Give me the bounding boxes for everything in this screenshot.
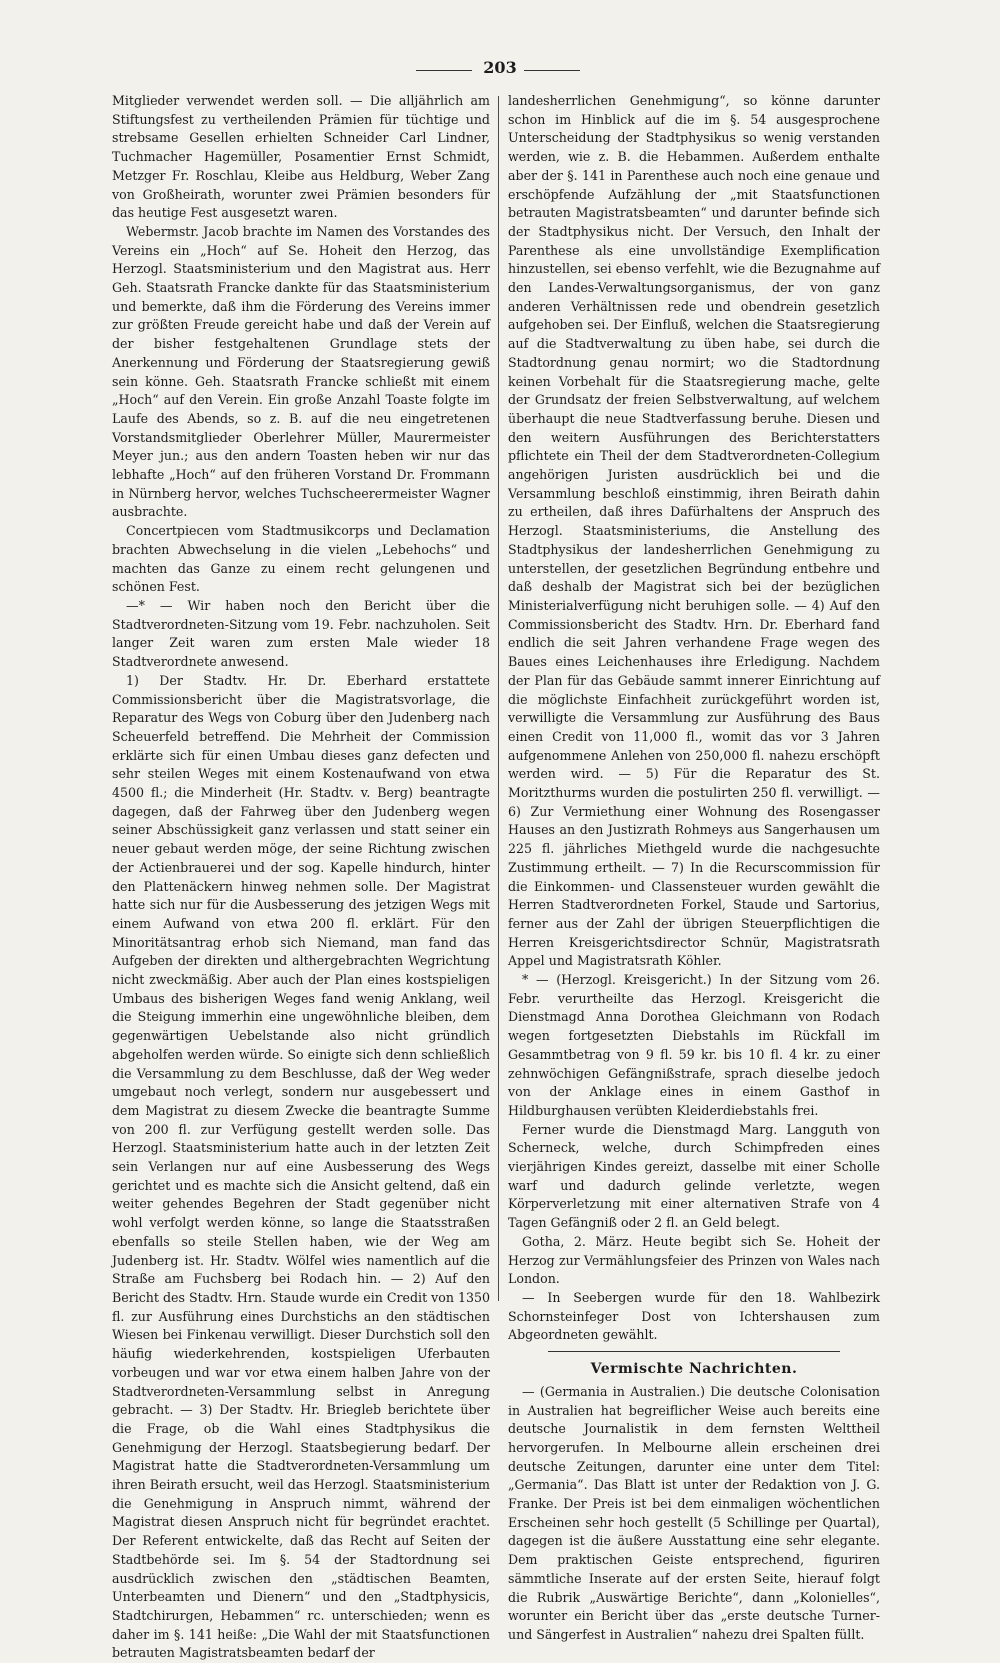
right-column bbox=[508, 92, 880, 1645]
left-paragraph: Mitglieder verwendet werden soll. — Die alljährlich am Stiftungsfest zu vertheilenden Prämien für tüchtige und strebsame Gesellen erhielten Schneider Carl Lindner, Tuchmacher Hagemüller, Posamentier Ernst Schmidt, Metzger Fr. Roschlau, Kleibe aus Heldburg, Weber Zang von Großheirath, worunter zwei Prämien besonders für das heutige Fest ausgesetzt waren. bbox=[112, 93, 490, 221]
page-number: 203 bbox=[483, 58, 517, 77]
left-paragraph: Concertpiecen vom Stadtmusikcorps und Declamation brachten Abwechselung in die vielen „Lebehochs“ und machten das Ganze zu einem recht gelungenen und schönen Fest. bbox=[112, 523, 490, 595]
column-divider bbox=[498, 96, 499, 1301]
right-paragraph: landesherrlichen Genehmigung“, so könne darunter schon im Hinblick auf die im §. 54 ausgesprochene Unterscheidung der Stadtphysikus so wenig verstanden werden, wie z. B. die Hebammen. Außerdem enthalte aber der §. 141 in Parenthese auch noch eine genaue und erschöpfende Aufzählung der „mit Staatsfunctionen betrauten Magistratsbeamten“ und darunter befinde sich der Stadtphysikus nicht. Der Versuch, den Inhalt der Parenthese als eine unvollständige Exemplification hinzustellen, sei ebenso verfehlt, wie die Bezugnahme auf den Landes-Verwaltungsorganismus, der von ganz anderen Verhältnissen rede und obendrein gesetzlich aufgehoben sei. Der Einfluß, welchen die Staatsregierung auf die Stadtverwaltung zu üben habe, sei durch die Stadtordnung genau normirt; wo die Stadtordnung keinen Vorbehalt für die Staatsregierung mache, gelte der Grundsatz der freien Selbstverwaltung, auf welchem überhaupt die neue Stadtverfassung beruhe. Diesen und den weitern Ausführungen des Berichterstatters pflichtete ein Theil der dem Stadtverordneten-Collegium angehörigen Juristen ausdrücklich bei und die Versammlung beschloß einstimmig, ihren Beirath dahin zu ertheilen, daß ihres Dafürhaltens der Anspruch des Herzogl. Staatsministeriums, die Anstellung des Stadtphysikus der landesherrlichen Genehmigung zu unterstellen, der gesetzlichen Begründung entbehre und daß deshalb der Magistrat sich bei der bezüglichen Ministerialverfügung nicht beruhigen solle. — 4) Auf den Commissionsbericht des Stadtv. Hrn. Dr. Eberhard fand endlich die seit Jahren verhandene Frage wegen des Baues eines Leichenhauses ihre Erledigung. Nachdem der Plan für das Gebäude sammt innerer Einrichtung auf die möglichste Einfachheit zurückgeführt worden ist, verwilligte die Versammlung zur Ausführung des Baus einen Credit von 11,000 fl., womit das vor 3 Jahren aufgenommene Anlehen von 250,000 fl. nahezu erschöpft werden wird. — 5) Für die Reparatur des St. Moritzthurms wurden die postulirten 250 fl. verwilligt. — 6) Zur Vermiethung einer Wohnung des Rosengasser Hauses an den Justizrath Rohmeys aus Sangerhausen um 225 fl. jährliches Miethgeld wurde die nachgesuchte Zustimmung ertheilt. — 7) In die Recurscommission für die Einkommen- und Classensteuer wurden gewählt die Herren Stadtverordneten Forkel, Staude und Sartorius, ferner aus der Zahl der übrigen Steuerpflichtigen die Herren Kreisgerichtsdirector Schnür, Magistratsrath Appel und Magistratsrath Köhler. bbox=[508, 93, 880, 969]
header-rule-left bbox=[416, 70, 472, 71]
left-paragraph: —* — Wir haben noch den Bericht über die Stadtverordneten-Sitzung vom 19. Febr. nachzuholen. Seit langer Zeit waren zum ersten Male wieder 18 Stadtverordnete anwesend. bbox=[112, 597, 490, 670]
header-rule-right bbox=[524, 70, 580, 71]
right-paragraph: Ferner wurde die Dienstmagd Marg. Langguth von Scherneck, welche, durch Schimpfreden eines vierjährigen Kindes gereizt, dasselbe mit einer Scholle warf und dadurch gelinde verletzte, wegen Körperverletzung mit einer alternativen Strafe von 4 Tagen Gefängniß oder 2 fl. an Geld belegt. bbox=[508, 1121, 880, 1231]
section-separator-rule bbox=[548, 1351, 840, 1352]
right-paragraph: * — (Herzogl. Kreisgericht.) In der Sitzung vom 26. Febr. verurtheilte das Herzogl. Kreisgericht die Dienstmagd Anna Dorothea Gleichmann von Rodach wegen fortgesetzten Diebstahls im Rückfall im Gesammtbetrag von 9 fl. 59 kr. bis 10 fl. 4 kr. zu einer zehnwöchigen Gefängnißstrafe, sprach dieselbe jedoch von der Anklage eines in einem Gasthof in Hildburghausen verübten Kleiderdiebstahls frei. bbox=[508, 972, 880, 1118]
section-heading: Vermischte Nachrichten. bbox=[590, 1361, 798, 1378]
left-column bbox=[112, 92, 490, 1663]
section-paragraph: — (Germania in Australien.) Die deutsche Colonisation in Australien hat begreiflicher Weise auch bereits eine deutsche Journalistik in dem fernsten Welttheil hervorgerufen. In Melbourne allein erscheinen drei deutsche Zeitungen, darunter eine unter dem Titel: „Germania“. Das Blatt ist unter der Redaktion von J. G. Franke. Der Preis ist bei dem einmaligen wöchentlichen Erscheinen sehr hoch gestellt (5 Schillinge per Quartal), dagegen ist die äußere Ausstattung eine sehr elegante. Dem praktischen Geiste entsprechend, figuriren sämmtliche Inserate auf der ersten Seite, hierauf folgt die Rubrik „Auswärtige Berichte“, dann „Kolonielles“, worunter ein Bericht über das „erste deutsche Turner- und Sängerfest in Australien“ nahezu drei Spalten füllt. bbox=[508, 1383, 880, 1642]
right-paragraph: Gotha, 2. März. Heute begibt sich Se. Hoheit der Herzog zur Vermählungsfeier des Prinzen von Wales nach London. bbox=[508, 1233, 880, 1287]
right-paragraph: — In Seebergen wurde für den 18. Wahlbezirk Schornsteinfeger Dost von Ichtershausen zum Abgeordneten gewählt. bbox=[508, 1290, 880, 1343]
left-paragraph: 1) Der Stadtv. Hr. Dr. Eberhard erstattete Commissionsbericht über die Magistratsvorlage, die Reparatur des Wegs von Coburg über den Judenberg nach Scheuerfeld betreffend. Die Mehrheit der Commission erklärte sich für einen Umbau dieses ganz defecten und sehr steilen Weges mit einem Kostenaufwand von etwa 4500 fl.; die Minderheit (Hr. Stadtv. v. Berg) beantragte dagegen, daß der Fahrweg über den Judenberg wegen seiner Abschüssigkeit ganz verlassen und statt seiner ein neuer gebaut werden möge, der seine Richtung zwischen der Actienbrauerei und der sog. Kapelle hindurch, hinter den Plattenäckern hinweg nehmen solle. Der Magistrat hatte sich nur für die Ausbesserung des jetzigen Wegs mit einem Aufwand von etwa 200 fl. erklärt. Für den Minoritätsantrag erhob sich Niemand, man fand das Aufgeben der direkten und althergebrachten Wegrichtung nicht zweckmäßig. Aber auch der Plan eines kostspieligen Umbaus des bisherigen Weges fand wenig Anklang, weil die Steigung immerhin eine ungewöhnliche bleiben, dem gegenwärtigen Uebelstande also nicht gründlich abgeholfen werden würde. So einigte sich denn schließlich die Versammlung zu dem Beschlusse, daß der Weg weder umgebaut noch verlegt, sondern nur ausgebessert und dem Magistrat zu diesem Zwecke die beantragte Summe von 200 fl. zur Verfügung gestellt werden solle. Das Herzogl. Staatsministerium hatte auch in der letzten Zeit sein Verlangen nur auf eine Ausbesserung des Wegs gerichtet und es machte sich die Ansicht geltend, daß ein weiter gehendes Begehren der Stadt gegenüber nicht wohl verfolgt werden könne, so lange die Staatsstraßen ebenfalls so steile Stellen haben, wie der Weg am Judenberg ist. Hr. Stadtv. Wölfel wies namentlich auf die Straße am Fuchsberg bei Rodach hin. — 2) Auf den Bericht des Stadtv. Hrn. Staude wurde ein Credit von 1350 fl. zur Ausführung eines Durchstichs an den städtischen Wiesen bei Finkenau verwilligt. Dieser Durchstich soll den häufig wiederkehrenden, kostspieligen Uferbauten vorbeugen und war vor etwa einem halben Jahre von der Stadtverordneten-Versammlung selbst in Anregung gebracht. — 3) Der Stadtv. Hr. Briegleb berichtete über die Frage, ob die Wahl eines Stadtphysikus die Genehmigung der Herzogl. Staatsbegierung bedarf. Der Magistrat hatte die Stadtverordneten-Versammlung um ihren Beirath ersucht, weil das Herzogl. Staatsministerium die Genehmigung in Anspruch nimmt, während der Magistrat diesen Anspruch nicht für begründet erachtet. Der Referent entwickelte, daß das Recht auf Seiten der Stadtbehörde sei. Im §. 54 der Stadtordnung sei ausdrücklich zwischen den „städtischen Beamten, Unterbeamten und Dienern“ und den „Stadtphysicis, Stadtchirurgen, Hebammen“ rc. unterschieden; wenn es daher im §. 141 heiße: „Die Wahl der mit Staatsfunctionen betrauten Magistratsbeamten bedarf der bbox=[112, 672, 491, 1661]
page-header bbox=[0, 58, 1000, 82]
left-paragraph: Webermstr. Jacob brachte im Namen des Vorstandes des Vereins ein „Hoch“ auf Se. Hoheit den Herzog, das Herzogl. Staatsministerium und den Magistrat aus. Herr Geh. Staatsrath Francke dankte für das Staatsministerium und bemerkte, daß ihm die Förderung des Vereins immer zur größten Freude gereicht habe und daß der Verein auf der bisher festgehaltenen Grundlage stets der Anerkennung und Förderung der Staatsregierung gewiß sein könne. Geh. Staatsrath Francke schließt mit einem „Hoch“ auf den Verein. Ein große Anzahl Toaste folgte im Laufe des Abends, so z. B. auf die neu eingetretenen Vorstandsmitglieder Oberlehrer Müller, Maurermeister Meyer jun.; aus den andern Toasten heben wir nur das lebhafte „Hoch“ auf den früheren Vorstand Dr. Frommann in Nürnberg hervor, welches Tuchscheerermeister Wagner ausbrachte. bbox=[112, 223, 490, 520]
